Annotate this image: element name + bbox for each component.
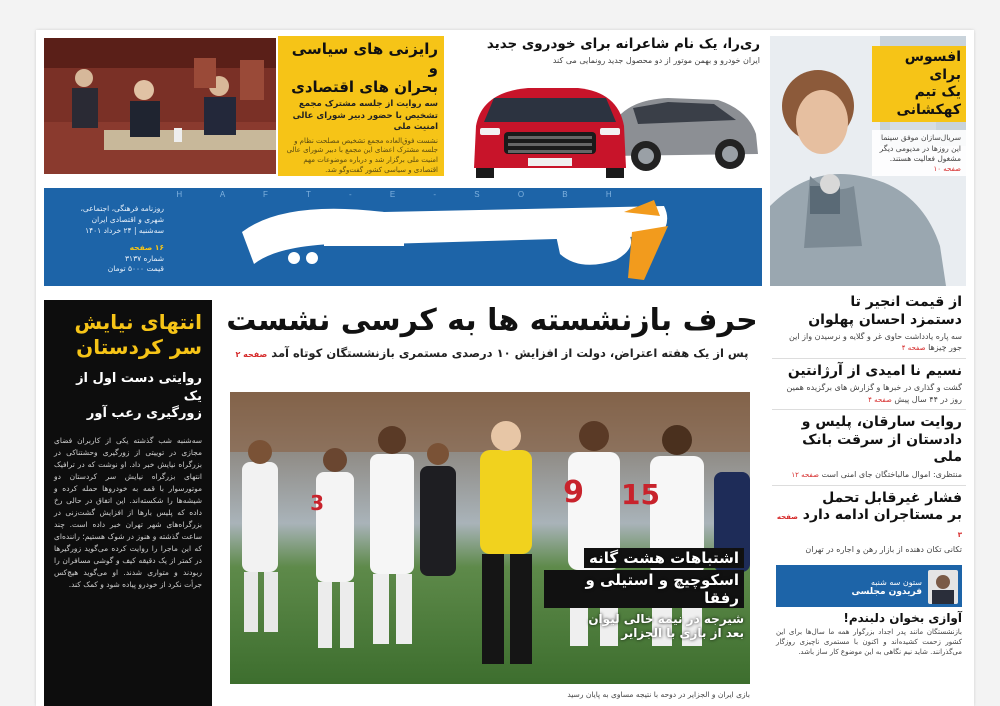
opinion-label: ستون سه شنبه	[870, 577, 922, 587]
masthead-date: سه‌شنبه | ۲۴ خرداد ۱۴۰۱	[85, 225, 164, 235]
masthead-info	[54, 204, 164, 275]
bottom-strip-center: بازی ایران و الجزایر در دوحه با نتیجه مساوی به پایان رسید	[567, 690, 750, 699]
meeting-photo	[44, 38, 276, 174]
right-s3-title-1: روایت سارقان، پلیس و	[801, 414, 962, 431]
left-sub-1: روایتی دست اول از یک	[76, 371, 202, 404]
top-left-body: نشست فوق‌العاده مجمع تشخیص مصلحت نظام و جلسه مشترک اعضای این مجمع با دبیر شورای عالی امنیت ملی برگزار شد و درباره موضوعات مهم اقتصادی و سیاسی کشور گفت‌وگو شد.	[286, 136, 438, 175]
masthead-issue: شماره ۳۱۳۷	[125, 253, 164, 263]
right-s1-title-2: دستمزد احسان پهلوان	[808, 311, 962, 328]
opinion-title: آوازی بخوان دلبندم!	[843, 611, 962, 626]
right-s2-title: نسیم نا امیدی از آرژانتین	[787, 362, 962, 379]
right-story-4[interactable]	[772, 486, 966, 560]
left-sub-2: زورگیری رعب آور	[86, 406, 202, 422]
car-lead: ایران خودرو و بهمن موتور از دو محصول جدید رونمایی می کند	[552, 55, 760, 65]
opinion-column[interactable]	[776, 565, 962, 657]
football-photo[interactable]	[230, 392, 750, 684]
right-story-1[interactable]	[772, 292, 966, 359]
opinion-body: بازنشستگان مانند پدر اجداد بزرگوار همه ما سال‌ها برای این کشور زحمت کشیده‌اند و اکنون با مستمری ناچیزی روزگار می‌گذرانند. شاید نیم نگاهی به این موضوع کار ساز باشد.	[776, 628, 962, 657]
left-headline-1: انتهای نیایش	[74, 310, 202, 334]
opinion-header	[776, 567, 962, 607]
right-s1-title-1: از قیمت انجیر تا	[850, 294, 962, 310]
main-headline-block[interactable]	[222, 302, 762, 382]
top-right-title-1: افسوس برای	[904, 49, 961, 83]
masthead-info-1: روزنامه فرهنگی، اجتماعی،	[80, 204, 164, 213]
jersey-number-3: 3	[310, 491, 324, 515]
top-car-story[interactable]	[454, 36, 760, 178]
top-right-title-3: کهکشانی	[896, 101, 961, 118]
jersey-number-15: 15	[621, 478, 660, 511]
right-s2-ref: صفحه ۴	[868, 395, 892, 404]
right-s4-title-1: فشار غیرقابل تحمل	[822, 489, 962, 506]
main-headline: حرف بازنشسته ها به کرسی نشست	[226, 303, 758, 338]
top-left-lead: سه روایت از جلسه مشترک مجمع تشخیص با حضور دبیر شورای عالی امنیت ملی	[292, 99, 438, 133]
masthead-price: قیمت ۵۰۰۰ تومان	[107, 264, 164, 274]
top-right-title-2: یک تیم	[914, 84, 961, 100]
opinion-author: فریدون مجلسی	[851, 586, 922, 597]
right-s2-body: گشت و گذاری در خبرها و گزارش های برگزیده همین روز در ۴۴ سال پیش صفحه ۴	[786, 383, 962, 404]
masthead-logo	[224, 192, 684, 286]
right-s4-title-2: بر مستاجران ادامه دارد صفحه ۳	[776, 507, 962, 539]
caption-line-3: شیرجه در نیمه خالی لیوان	[588, 612, 744, 626]
top-right-title-box	[872, 46, 966, 122]
top-right-story[interactable]	[770, 36, 966, 286]
car-photo	[468, 76, 760, 178]
left-headline-2: سر کردستان	[76, 335, 202, 359]
masthead	[44, 188, 762, 286]
caption-line-2: اسکوچیچ و استیلی و رفقا	[544, 570, 744, 608]
caption-line-4: بعد از بازی با الجزایر	[621, 626, 744, 640]
jersey-number-9: 9	[563, 475, 584, 510]
football-caption	[544, 548, 744, 640]
right-s1-body: سه پاره یادداشت حاوی غر و گلایه و نرسیدن واز این جور چیزها صفحه ۴	[789, 332, 962, 353]
top-left-story[interactable]	[44, 36, 444, 178]
masthead-logo-text	[44, 188, 45, 189]
masthead-info-2: شهری و اقتصادی ایران	[91, 214, 164, 224]
caption-line-1: اشتباهات هشت گانه	[584, 548, 744, 568]
right-s3-body: منتظری: اموال مالباختگان جای امنی است صفحه ۱۲	[791, 469, 962, 479]
right-story-2[interactable]	[772, 359, 966, 410]
main-subhead-ref: صفحه ۲	[235, 349, 268, 359]
right-story-3[interactable]	[772, 410, 966, 485]
right-s3-ref: صفحه ۱۲	[791, 470, 819, 479]
top-right-body-box	[872, 130, 966, 176]
right-s1-ref: صفحه ۴	[901, 344, 926, 353]
main-subhead: پس از یک هفته اعتراض، دولت از افزایش ۱۰ درصدی مستمری بازنشستگان کوتاه آمد صفحه ۲	[235, 345, 749, 360]
top-left-title-1: رایزنی های سیاسی و	[291, 40, 438, 77]
car-title: ری‌را، یک نام شاعرانه برای خودروی جدید	[486, 36, 760, 52]
masthead-latin: H A F T - E - S O B H	[176, 190, 630, 199]
right-s4-body: تکانی تکان دهنده از بازار رهن و اجاره در تهران	[805, 545, 962, 555]
right-column	[772, 292, 966, 706]
masthead-pages: ۱۶ صفحه	[129, 242, 164, 252]
right-s4-ref: صفحه ۳	[776, 513, 962, 539]
top-left-textbox	[278, 36, 444, 176]
author-avatar	[928, 570, 958, 604]
left-column[interactable]	[44, 300, 212, 706]
left-body: سه‌شنبه شب گذشته یکی از کاربران فضای مجازی در توییتی از زورگیری وحشتناکی در بزرگراه نیایش خبر داد. او نوشت که در ترافیک انتهای بزرگراه نیایش سر کردستان دو موتورسوار با قمه به خودروها حمله کرده و شیشه‌ها را شکسته‌اند. این اتفاق در حالی رخ داده که پلیس بارها از افزایش گشت‌زنی در بزرگراه‌های شهر تهران خبر داده است. چند ساعت گذشته و هنوز در شوک هستیم؛ راننده‌ای که این ماجرا را روایت کرده می‌گوید زورگیرها در کمتر از یک دقیقه کیف و گوشی مسافران را ربودند و متواری شدند. او می‌گوید هیچ‌کس جرأت نکرد از خودرو پیاده شود و کمک کند.	[54, 435, 202, 589]
top-right-ref: صفحه ۱۰	[933, 164, 961, 173]
right-s3-title-2: دادستان از سرقت بانک ملی	[802, 431, 962, 466]
top-right-body: سریال‌سازان موفق سینما این روزها در مدیومی دیگر مشغول فعالیت هستند.	[879, 133, 961, 163]
newspaper-page	[36, 30, 974, 706]
top-left-title-2: بحران های اقتصادی	[291, 77, 438, 96]
